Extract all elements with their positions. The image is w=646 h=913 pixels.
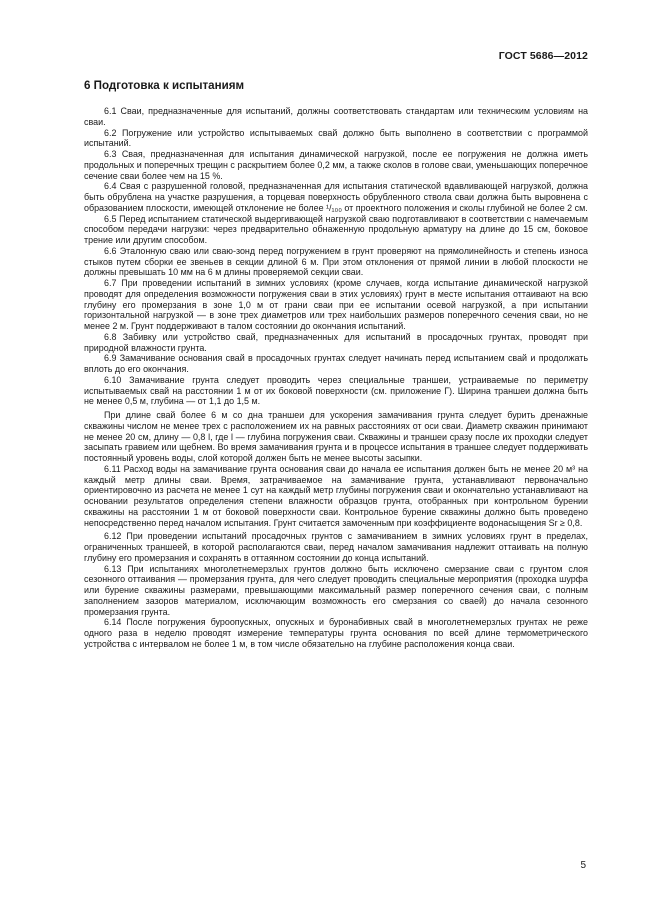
paragraph-6-10: 6.10 Замачивание грунта следует проводить через специальные траншеи, устраиваемые по периметру испытываемых свай на расстоянии 1 м от их боковой поверхности (см. приложение Г). Ширина траншеи должна быть не менее 0,5 м, глубина — от 1,1 до 1,5 м.	[84, 374, 588, 407]
paragraph-6-11: 6.11 Расход воды на замачивание грунта основания сваи до начала ее испытания должен быть не менее 20 м³ на каждый метр длины сваи. Время, затрачиваемое на замачивание грунта, устанавливают первоначально ориентировочно из расчета не менее 1 сут на каждый метр глубины погружения сваи и окончательно устанавливают на основании результатов определения степени влажности образцов грунта, отобранных при контрольном бурении скважины на расстоянии 1 м от боковой поверхности сваи. Контрольное бурение скважины должно быть проведено непосредственно перед началом испытания. Грунт считается замоченным при коэффициенте водонасыщения Sr ≥ 0,8.	[84, 463, 588, 528]
document-code: ГОСТ 5686—2012	[498, 50, 588, 62]
paragraph-6-1: 6.1 Сваи, предназначенные для испытаний, должны соответствовать стандартам или техническим условиям на сваи.	[84, 106, 588, 127]
paragraph-6-9: 6.9 Замачивание основания свай в просадочных грунтах следует начинать перед испытанием свай и продолжать вплоть до его окончания.	[84, 353, 588, 374]
section-body	[84, 106, 588, 650]
paragraph-6-14: 6.14 После погружения буроопускных, опускных и буронабивных свай в многолетнемерзлых грунтах не реже одного раза в неделю проводят измерение температуры грунта основания по всей длине термометрического устройства с интервалом не более 1 м, в том числе обязательно на глубине расположения конца сваи.	[84, 617, 588, 649]
paragraph-6-7: 6.7 При проведении испытаний в зимних условиях (кроме случаев, когда испытание динамической нагрузкой проводят для определения возможности погружения сваи в этих условиях) грунт в месте испытания оттаивают на всю глубину его промерзания в зоне 1,0 м от грани сваи при ее испытании осевой нагрузкой, а при испытании горизонтальной нагрузкой — в зоне трех диаметров или трех наибольших размеров поперечного сечения сваи, но не менее 2 м. Грунт поддерживают в талом состоянии до окончания испытаний.	[84, 278, 588, 331]
paragraph-6-5: 6.5 Перед испытанием статической выдергивающей нагрузкой сваю подготавливают в соответствии с намечаемым способом передачи нагрузки: через предварительно обнаженную продольную арматуру на длине до 15 см, боковое трение или другим способом.	[84, 213, 588, 245]
page-number: 5	[580, 860, 586, 871]
paragraph-6-12: 6.12 При проведении испытаний просадочных грунтов с замачиванием в зимних условиях грунт в пределах, ограниченных траншеей, в которой располагаются сваи, перед началом замачивания надлежит оттаивать на полную глубину его промерзания и сохранять в оттаянном состоянии до конца испытаний.	[84, 531, 588, 563]
paragraph-6-13: 6.13 При испытаниях многолетнемерзлых грунтов должно быть исключено смерзание сваи с грунтом слоя сезонного оттаивания — промерзания грунта, для чего следует проводить специальные мероприятия (проходка шурфа или бурение скважины размерами, превышающими максимальный размер поперечного сечения сваи, с полным заполнением зазоров материалом, исключающим возможность его смерзания со сваей) до начала сезонного промерзания грунта.	[84, 563, 588, 617]
paragraph-6-2: 6.2 Погружение или устройство испытываемых свай должно быть выполнено в соответствии с программой испытаний.	[84, 127, 588, 149]
paragraph-6-6: 6.6 Эталонную сваю или сваю-зонд перед погружением в грунт проверяют на прямолинейность и степень износа стыков путем сборки ее звеньев в секции длиной 6 м. При этом отклонения от прямой линии в любой плоскости не должны превышать 10 мм на 6 м длины проверяемой секции сваи.	[84, 245, 588, 278]
paragraph-6-10-continued: При длине свай более 6 м со дна траншеи для ускорения замачивания грунта следует бурить дренажные скважины числом не менее трех с расположением их на равных расстояниях от оси сваи. Диаметр скважин принимают не менее 20 см, длину — 0,8 l, где l — глубина погружения сваи. Скважины и траншеи сразу после их проходки следует засыпать гравием или щебнем. Во время замачивания грунта и в процессе испытания в траншее следует поддерживать постоянный уровень воды, слой которой должен быть не менее высоты засыпки.	[84, 410, 588, 463]
section-title: 6 Подготовка к испытаниям	[84, 79, 245, 92]
paragraph-6-8: 6.8 Забивку или устройство свай, предназначенных для испытаний в просадочных грунтах, проводят при природной влажности грунта.	[84, 331, 588, 353]
paragraph-6-4: 6.4 Свая с разрушенной головой, предназначенная для испытания статической вдавливающей нагрузкой, должна быть обрублена на участке разрушения, а торцевая поверхность обрубленного ствола сваи должна быть выровнена с образованием плоскости, имеющей отклонение не более ¹/₁₀₀ от проектного положения и сколы глубиной не более 2 см.	[84, 181, 588, 213]
paragraph-6-3: 6.3 Свая, предназначенная для испытания динамической нагрузкой, после ее погружения не должна иметь продольных и поперечных трещин с раскрытием более 0,2 мм, а также сколов в голове сваи, уменьшающих поперечное сечение сваи более чем на 15 %.	[84, 149, 588, 181]
